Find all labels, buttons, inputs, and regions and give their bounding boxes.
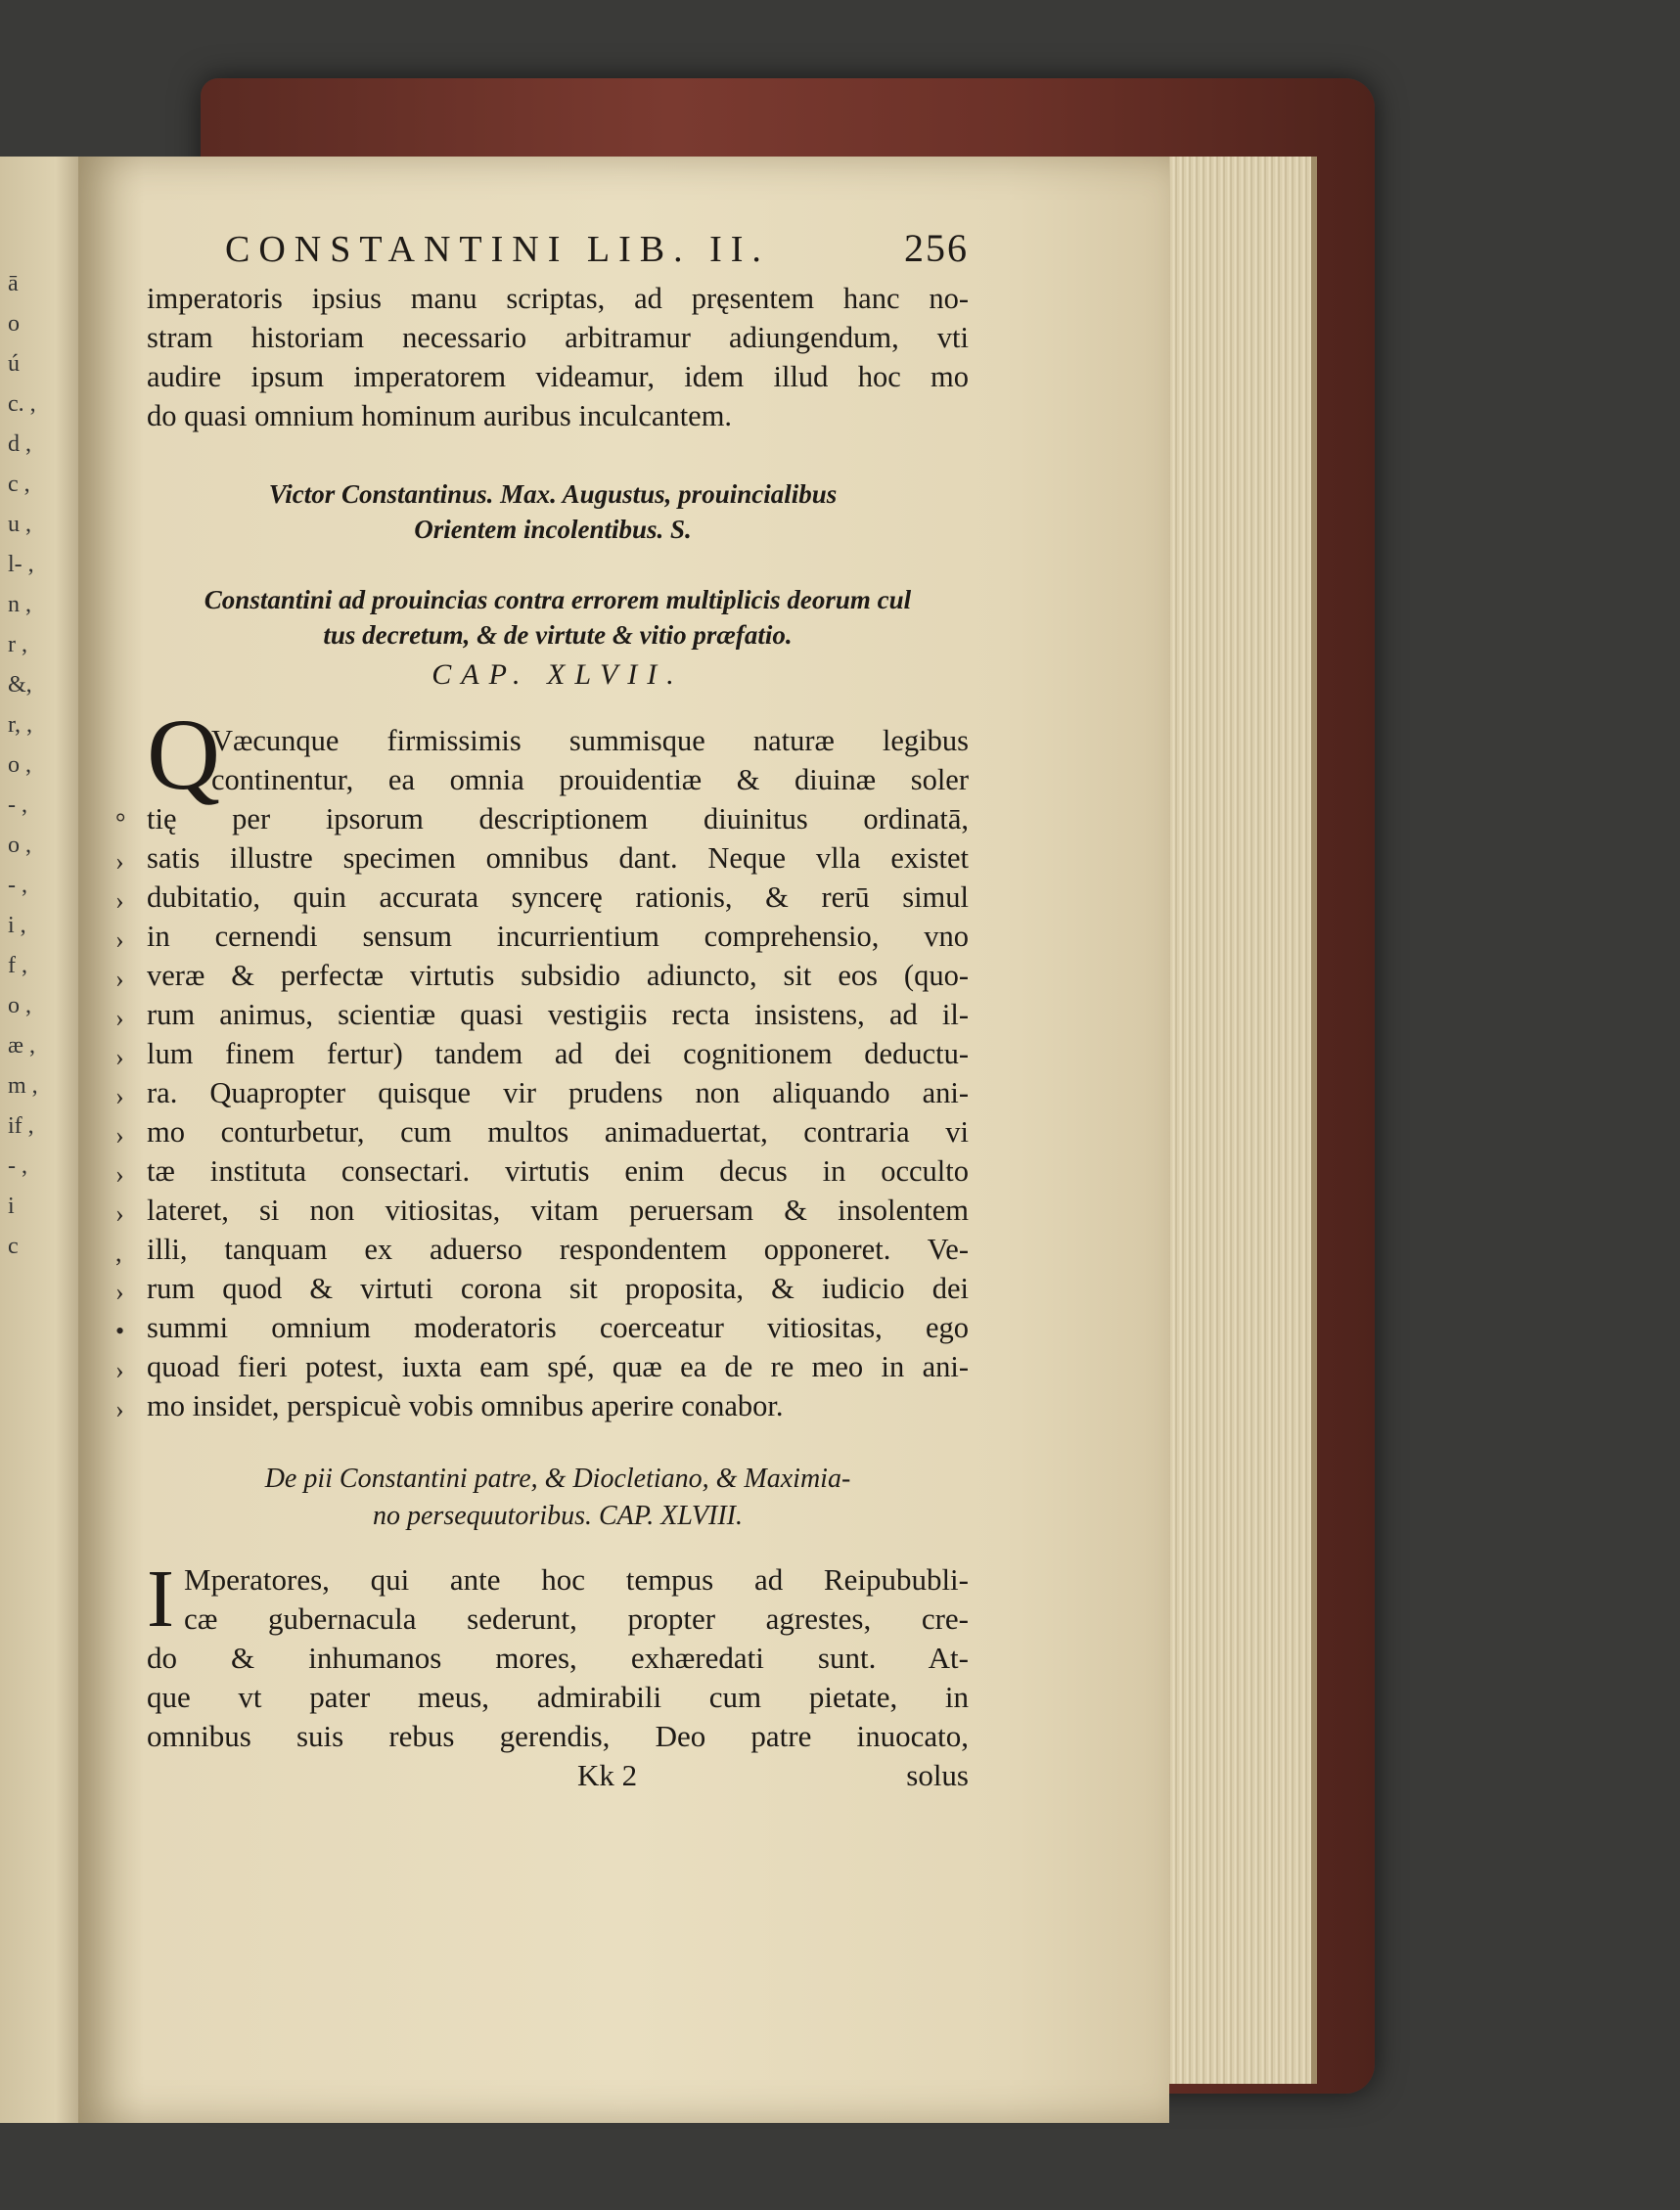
text-line: audire ipsum imperatorem videamur, idem illud hoc mo (147, 360, 969, 393)
address-heading (166, 476, 939, 547)
text-line: Væcunque firmissimis summisque naturæ legibus (211, 724, 969, 757)
paragraph-1 (115, 699, 969, 1425)
page-text (115, 225, 969, 1795)
text-line: lateret, si non vitiositas, vitam peruersam & insolentem (147, 1194, 969, 1227)
heading-line: Victor Constantinus. Max. Augustus, prouincialibus (268, 479, 838, 509)
margin-quote-marks: ° › › › › › › › › › › , › • › › (115, 808, 126, 1423)
page-number: 256 (904, 226, 969, 270)
catchword: solus (906, 1758, 969, 1792)
text-line: lum finem fertur) tandem ad dei cognitionem deductu- (147, 1037, 969, 1070)
text-line: imperatoris ipsius manu scriptas, ad pręsentem hanc no- (147, 282, 969, 315)
text-line: cæ gubernacula sederunt, propter agrestes, cre- (184, 1601, 969, 1636)
intro-paragraph (147, 279, 969, 435)
text-line: do & inhumanos mores, exhæredati sunt. At- (147, 1641, 969, 1675)
text-line: omnibus suis rebus gerendis, Deo patre inuocato, (147, 1719, 969, 1753)
drop-cap: Q (147, 699, 221, 811)
heading-line: no persequutoribus. CAP. XLVIII. (373, 1501, 743, 1531)
text-line: tæ instituta consectari. virtutis enim decus in occulto (147, 1154, 969, 1188)
text-line: illi, tanquam ex aduerso respondentem opponeret. Ve- (147, 1233, 969, 1266)
drop-cap: I (147, 1554, 174, 1645)
text-line: stram historiam necessario arbitramur adiungendum, vti (147, 321, 969, 354)
chapter-47-heading (147, 582, 969, 692)
paragraph-2 (147, 1554, 969, 1756)
text-line: tię per ipsorum descriptionem diuinitus ordinatā, (147, 802, 969, 835)
page-footer (147, 1756, 969, 1795)
text-line: quoad fieri potest, iuxta eam spé, quæ ea de re meo in ani- (147, 1350, 969, 1383)
text-line: ra. Quapropter quisque vir prudens non aliquando ani- (147, 1076, 969, 1109)
text-line: que vt pater meus, admirabili cum pietate, in (147, 1680, 969, 1714)
page-edges (1164, 157, 1317, 2084)
heading-line: tus decretum, & de virtute & vitio præfatio. (323, 620, 793, 650)
signature-mark: Kk 2 (577, 1758, 638, 1792)
running-title: CONSTANTINI LIB. II. (225, 229, 770, 270)
left-page-text-fragments: ā o ú c. , d , c , u , l- , n , r , &, r, , o , - , o , - , i , f , o , æ , m , if , - , i c (8, 271, 38, 1259)
text-line: summi omnium moderatoris coerceatur vitiositas, ego (147, 1311, 969, 1344)
text-line: in cernendi sensum incurrientium comprehensio, vno (147, 920, 969, 953)
text-line: rum quod & virtuti corona sit proposita, & iudicio dei (147, 1272, 969, 1305)
text-line: dubitatio, quin accurata syncerę rationis, & rerū simul (147, 880, 969, 914)
heading-line: Orientem incolentibus. S. (414, 515, 692, 544)
heading-line: De pii Constantini patre, & Diocletiano, & Maximia- (264, 1464, 851, 1494)
text-line: Mperatores, qui ante hoc tempus ad Reipububli- (184, 1562, 969, 1597)
text-line: veræ & perfectæ virtutis subsidio adiuncto, sit eos (quo- (147, 959, 969, 992)
chapter-48-heading (186, 1461, 930, 1535)
text-line: mo insidet, perspicuè vobis omnibus aperire conabor. (147, 1389, 784, 1422)
running-head (225, 225, 969, 271)
text-line: do quasi omnium hominum auribus inculcantem. (147, 399, 733, 432)
chapter-number: CAP. XLVII. (431, 658, 684, 691)
text-line: continentur, ea omnia prouidentiæ & diuinæ soler (211, 763, 969, 796)
text-line: satis illustre specimen omnibus dant. Neque vlla existet (147, 841, 969, 875)
text-line: rum animus, scientiæ quasi vestigiis recta insistens, ad il- (147, 998, 969, 1031)
text-line: mo conturbetur, cum multos animaduertat, contraria vi (147, 1115, 969, 1149)
heading-line: Constantini ad prouincias contra errorem multiplicis deorum cul (204, 585, 912, 614)
